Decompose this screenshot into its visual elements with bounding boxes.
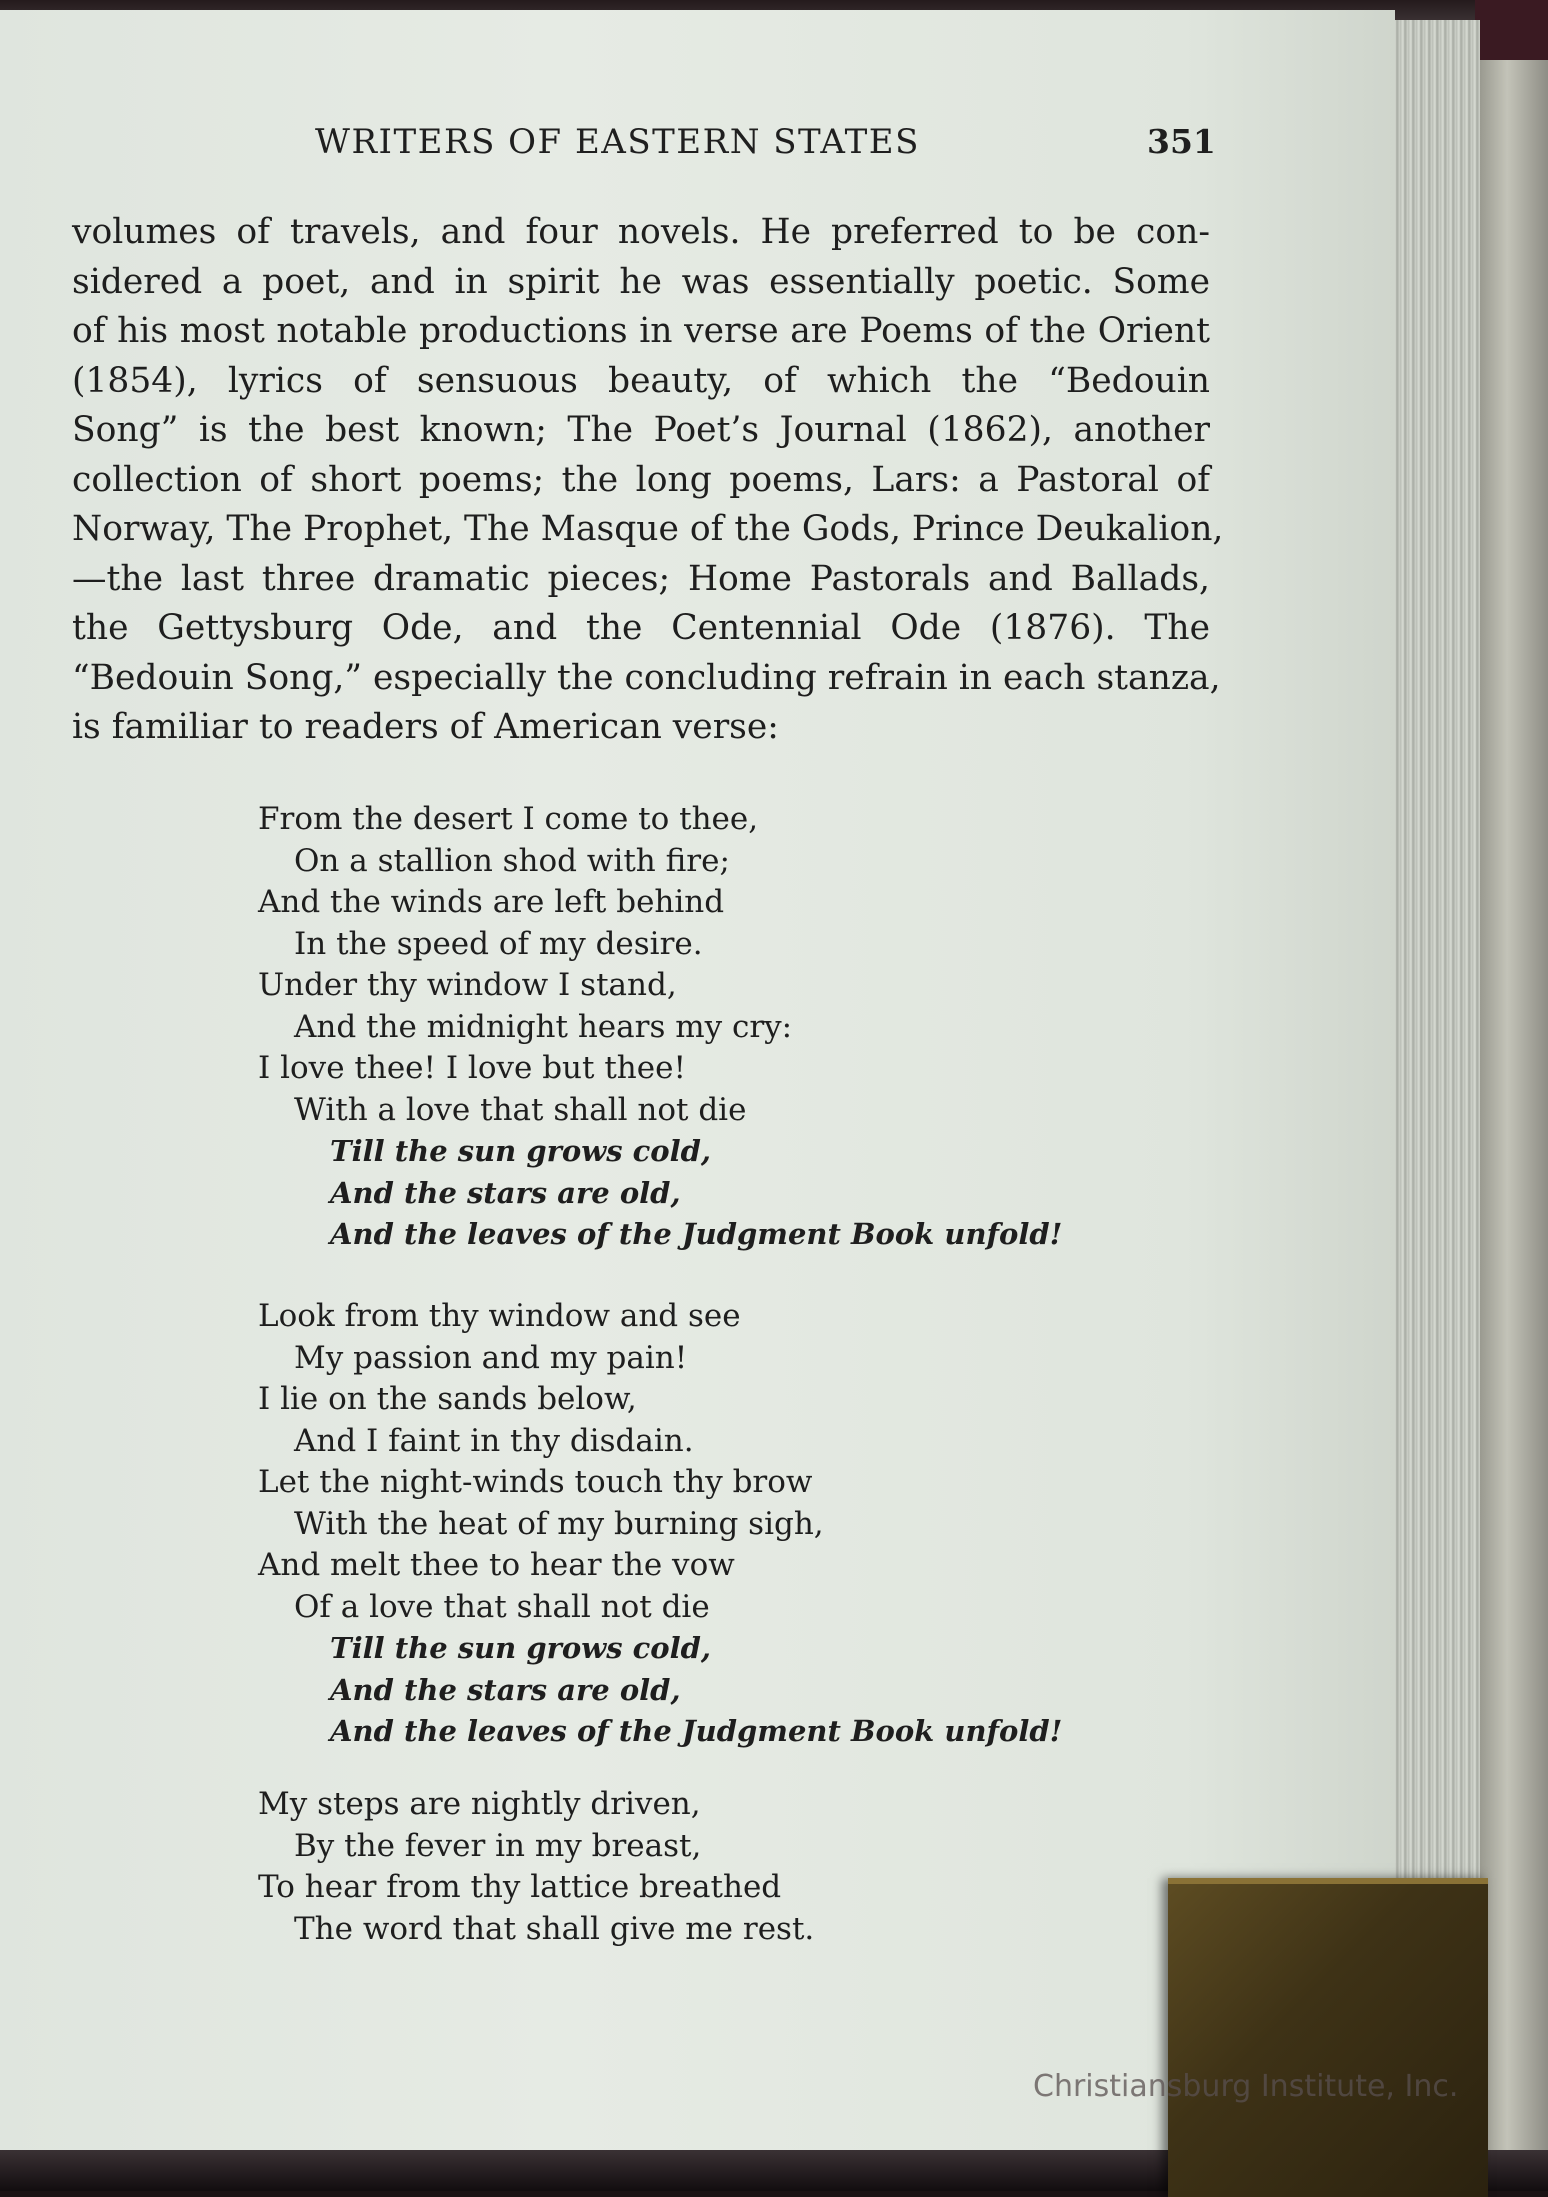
prose-line: volumes of travels, and four novels. He preferred to be con-	[72, 212, 1210, 252]
poem-line: And melt thee to hear the vow	[258, 1547, 735, 1583]
poem-line: From the desert I come to thee,	[258, 801, 759, 837]
poem-refrain-line: Till the sun grows cold,	[330, 1631, 712, 1665]
poem-refrain-line: And the stars are old,	[330, 1672, 681, 1707]
poem-line: I lie on the sands below,	[258, 1381, 637, 1417]
poem-line: And the winds are left behind	[258, 884, 725, 920]
poem-line: To hear from thy lattice breathed	[258, 1869, 782, 1905]
prose-line: the Gettysburg Ode, and the Centennial Ode (1876). The	[72, 608, 1210, 648]
prose-line: —the last three dramatic pieces; Home Pastorals and Ballads,	[72, 558, 1210, 599]
book-page	[0, 10, 1395, 2160]
watermark: Christiansburg Institute, Inc.	[1033, 2069, 1459, 2104]
prose-line: Norway, The Prophet, The Masque of the Gods, Prince Deukalion,	[72, 509, 1224, 549]
page-stack-edge-outer	[1480, 60, 1548, 2160]
poem-line: The word that shall give me rest.	[294, 1910, 815, 1947]
poem-line: With the heat of my burning sigh,	[294, 1505, 824, 1542]
poem-line: Look from thy window and see	[258, 1298, 741, 1334]
prose-line: “Bedouin Song,” especially the concluding refrain in each stanza,	[72, 657, 1221, 698]
brass-book-weight	[1168, 1878, 1488, 2197]
prose-paragraph	[72, 208, 1224, 753]
poem-refrain-line: And the stars are old,	[330, 1175, 681, 1210]
page-number: 351	[1147, 122, 1216, 161]
poem-refrain-line: Till the sun grows cold,	[330, 1134, 712, 1168]
poem-stanza-3	[258, 1784, 814, 1950]
page-stack-edge	[1392, 20, 1480, 2150]
prose-line: collection of short poems; the long poems, Lars: a Pastoral of	[72, 459, 1210, 500]
prose-line: sidered a poet, and in spirit he was essentially poetic. Some	[72, 261, 1210, 302]
prose-line: Song” is the best known; The Poet’s Journal (1862), another	[72, 410, 1210, 450]
poem-stanza-1	[258, 799, 1062, 1256]
poem-line: Let the night-winds touch thy brow	[258, 1464, 813, 1500]
poem-line: Of a love that shall not die	[294, 1588, 710, 1625]
poem-line: In the speed of my desire.	[294, 925, 703, 962]
prose-line: of his most notable productions in verse are Poems of the Orient	[72, 311, 1210, 351]
poem-line: Under thy window I stand,	[258, 967, 677, 1003]
prose-line: is familiar to readers of American verse:	[72, 707, 779, 747]
poem-stanza-2	[258, 1296, 1062, 1753]
poem-line: On a stallion shod with fire;	[294, 842, 730, 879]
poem-line: I love thee! I love but thee!	[258, 1050, 686, 1086]
poem-line: And the midnight hears my cry:	[294, 1008, 793, 1045]
poem-refrain-line: And the leaves of the Judgment Book unfold!	[330, 1217, 1063, 1251]
poem-refrain-line: And the leaves of the Judgment Book unfold!	[330, 1714, 1063, 1748]
poem-line: My passion and my pain!	[294, 1339, 688, 1376]
prose-line: (1854), lyrics of sensuous beauty, of which the “Bedouin	[72, 360, 1210, 401]
running-title: WRITERS OF EASTERN STATES	[315, 122, 920, 162]
poem-line: With a love that shall not die	[294, 1091, 747, 1128]
poem-line: By the fever in my breast,	[294, 1827, 702, 1864]
poem-line: My steps are nightly driven,	[258, 1786, 701, 1822]
poem-line: And I faint in thy disdain.	[294, 1422, 694, 1459]
